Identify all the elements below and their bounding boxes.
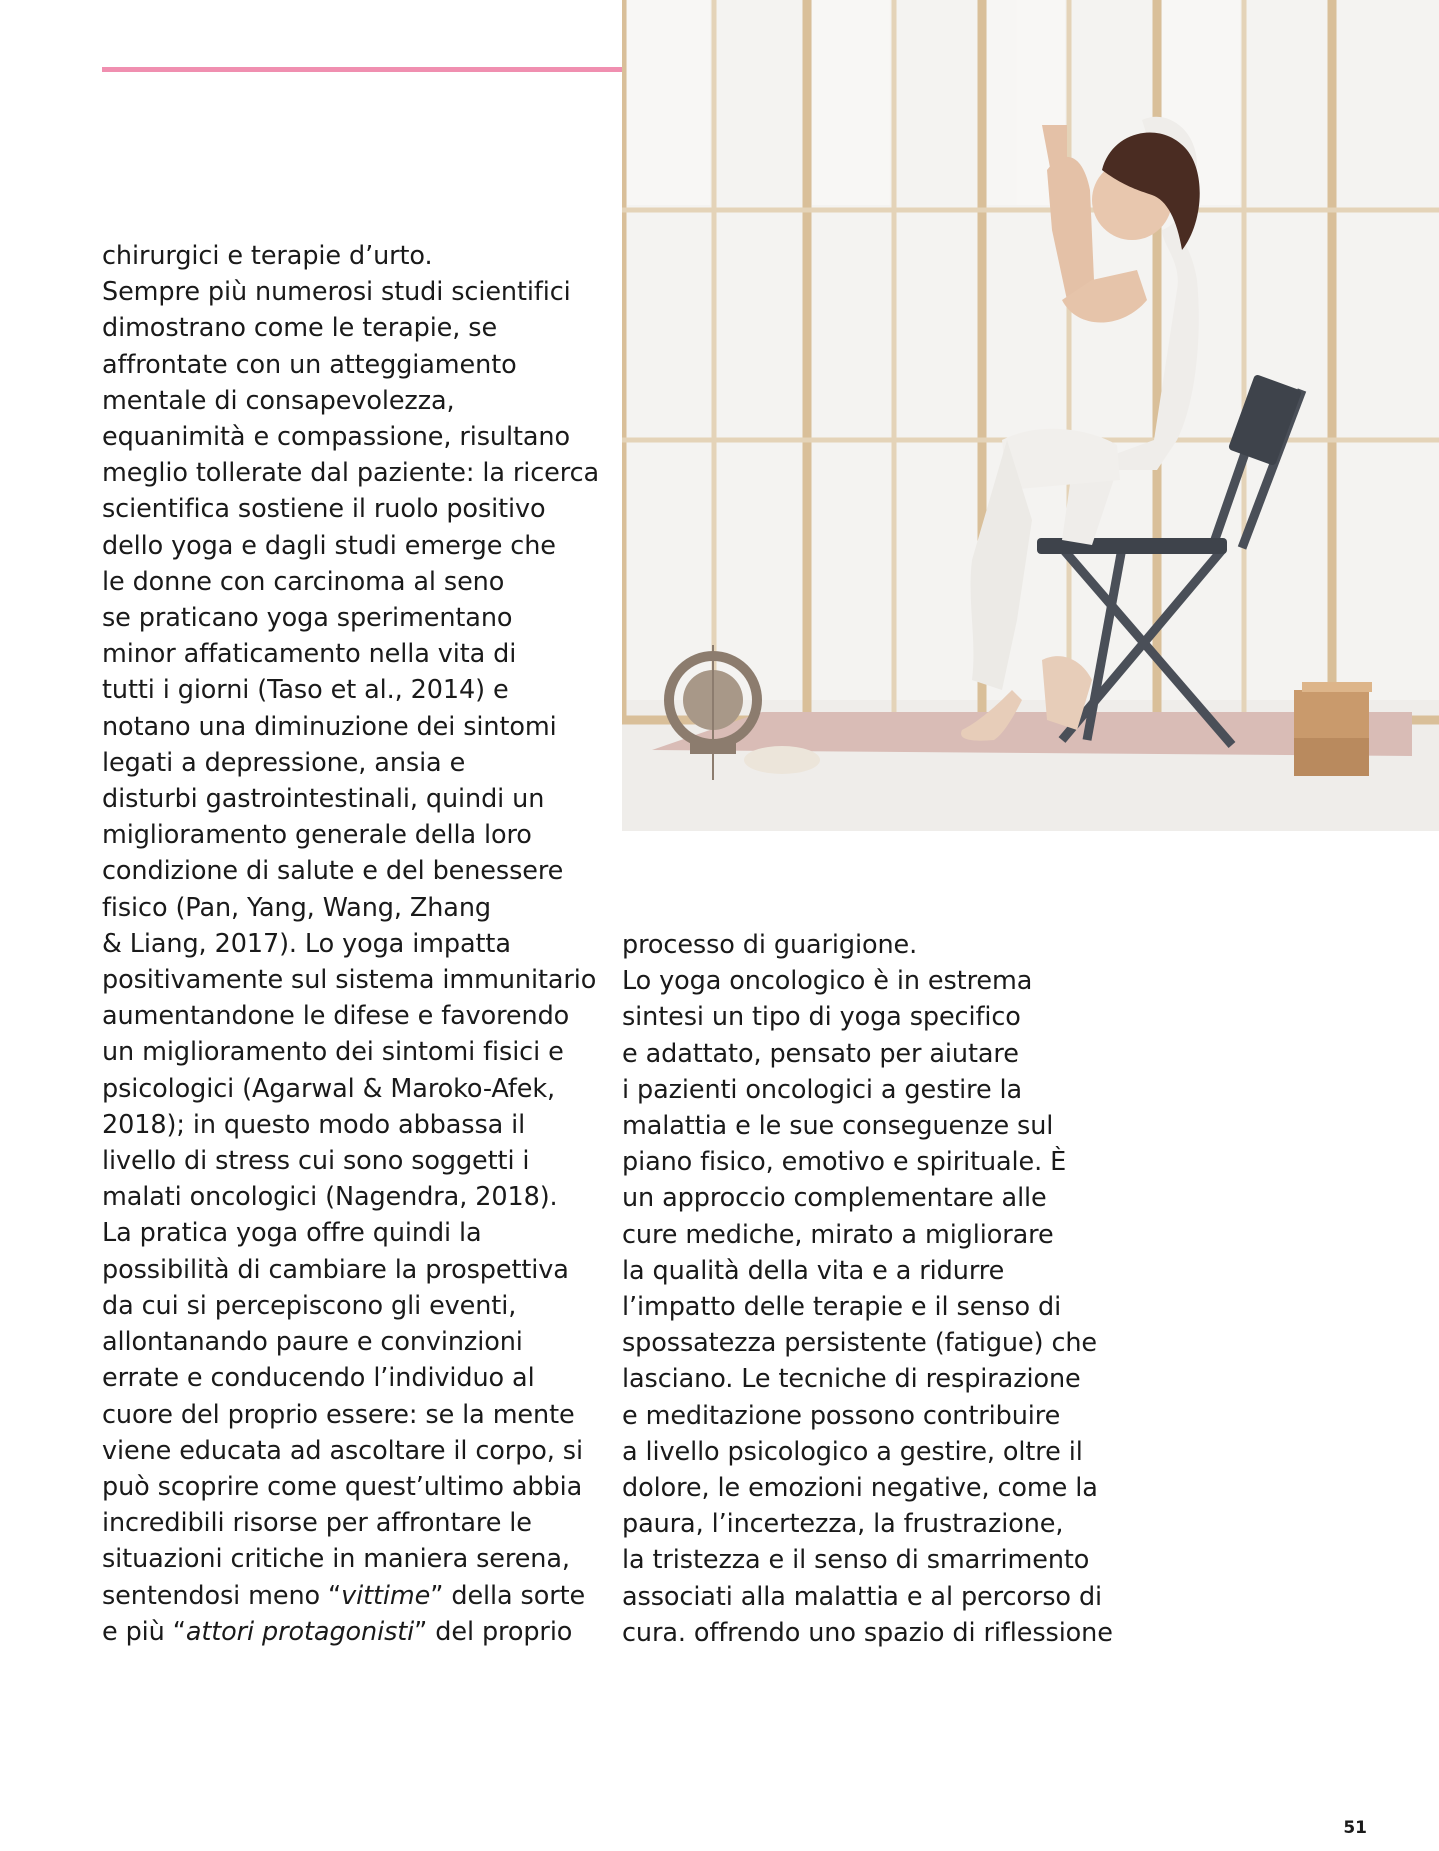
text-line: dello yoga e dagli studi emerge che — [102, 530, 556, 561]
text-line: Lo yoga oncologico è in estrema — [622, 966, 1033, 997]
text-line: da cui si percepiscono gli eventi, — [102, 1290, 517, 1321]
text-line: processo di guarigione. — [622, 930, 918, 960]
text-run: sentendosi meno “ — [102, 1580, 342, 1611]
text-line: allontanando paure e convinzioni — [102, 1327, 523, 1358]
text-line: lasciano. Le tecniche di respirazione — [622, 1364, 1081, 1395]
text-line: spossatezza persistente (fatigue) che — [622, 1328, 1098, 1359]
text-line: malati oncologici (Nagendra, 2018). — [102, 1182, 558, 1213]
text-line: 2018); in questo modo abbassa il — [102, 1109, 526, 1140]
text-line: notano una diminuzione dei sintomi — [102, 711, 557, 742]
text-line: situazioni critiche in maniera serena, — [102, 1544, 570, 1575]
text-line: livello di stress cui sono soggetti i — [102, 1146, 530, 1177]
cork-blocks — [1294, 682, 1372, 776]
yoga-photo — [622, 0, 1439, 831]
text-line: sintesi un tipo di yoga specifico — [622, 1002, 1021, 1033]
text-line: tutti i giorni (Taso et al., 2014) e — [102, 675, 509, 706]
text-line: Sempre più numerosi studi scientifici — [102, 277, 571, 308]
text-line: aumentandone le difese e favorendo — [102, 1001, 570, 1032]
text-run: ” del proprio — [414, 1616, 573, 1647]
text-line: meglio tollerate dal paziente: la ricerca — [102, 458, 600, 489]
page-number: 51 — [1343, 1818, 1367, 1838]
text-line: le donne con carcinoma al seno — [102, 566, 505, 597]
italic-term: vittime — [341, 1580, 431, 1611]
text-line: miglioramento generale della loro — [102, 820, 532, 851]
text-line: affrontate con un atteggiamento — [102, 349, 517, 380]
italic-term: attori protagonisti — [185, 1616, 415, 1647]
text-line: se praticano yoga sperimentano — [102, 603, 513, 634]
text-line: i pazienti oncologici a gestire la — [622, 1074, 1023, 1105]
text-line: e adattato, pensato per aiutare — [622, 1038, 1019, 1069]
text-line: errate e conducendo l’individuo al — [102, 1363, 535, 1394]
text-line: la tristezza e il senso di smarrimento — [622, 1545, 1090, 1576]
text-line: un miglioramento dei sintomi fisici e — [102, 1037, 564, 1068]
text-line: malattia e le sue conseguenze sul — [622, 1111, 1054, 1142]
text-line: l’impatto delle terapie e il senso di — [622, 1292, 1062, 1323]
text-line: possibilità di cambiare la prospettiva — [102, 1254, 569, 1285]
text-column-left — [102, 238, 599, 1650]
text-line: dolore, le emozioni negative, come la — [622, 1473, 1098, 1504]
text-line: incredibili risorse per affrontare le — [102, 1508, 532, 1539]
text-line: La pratica yoga offre quindi la — [102, 1218, 482, 1249]
text-line: disturbi gastrointestinali, quindi un — [102, 784, 545, 815]
text-line: paura, l’incertezza, la frustrazione, — [622, 1509, 1064, 1540]
text-line: minor affaticamento nella vita di — [102, 639, 517, 670]
text-line: equanimità e compassione, risultano — [102, 422, 570, 453]
text-line: positivamente sul sistema immunitario — [102, 965, 597, 996]
text-line: e meditazione possono contribuire — [622, 1400, 1061, 1431]
text-line: dimostrano come le terapie, se — [102, 313, 498, 344]
text-line: viene educata ad ascoltare il corpo, si — [102, 1435, 583, 1466]
text-line: mentale di consapevolezza, — [102, 385, 455, 416]
text-line: la qualità della vita e a ridurre — [622, 1255, 1005, 1286]
text-run: ” della sorte — [430, 1580, 586, 1611]
text-line: un approccio complementare alle — [622, 1183, 1047, 1214]
text-line: cure mediche, mirato a migliorare — [622, 1219, 1054, 1250]
text-line: & Liang, 2017). Lo yoga impatta — [102, 928, 511, 959]
text-line: scientifica sostiene il ruolo positivo — [102, 494, 546, 525]
text-line: psicologici (Agarwal & Maroko-Afek, — [102, 1073, 555, 1104]
text-line: può scoprire come quest’ultimo abbia — [102, 1471, 583, 1502]
text-line: fisico (Pan, Yang, Wang, Zhang — [102, 892, 491, 923]
text-run: e più “ — [102, 1616, 186, 1647]
text-line: cuore del proprio essere: se la mente — [102, 1399, 575, 1430]
text-column-right — [622, 927, 1113, 1651]
text-line — [102, 1614, 599, 1650]
text-line: chirurgici e terapie d’urto. — [102, 241, 433, 271]
text-line — [102, 1578, 599, 1614]
text-line: piano fisico, emotivo e spirituale. È — [622, 1147, 1067, 1178]
text-line: condizione di salute e del benessere — [102, 856, 564, 887]
text-line: a livello psicologico a gestire, oltre il — [622, 1436, 1083, 1467]
text-line: cura. offrendo uno spazio di riflessione — [622, 1617, 1113, 1648]
text-line: associati alla malattia e al percorso di — [622, 1581, 1103, 1612]
text-line: legati a depressione, ansia e — [102, 747, 466, 778]
